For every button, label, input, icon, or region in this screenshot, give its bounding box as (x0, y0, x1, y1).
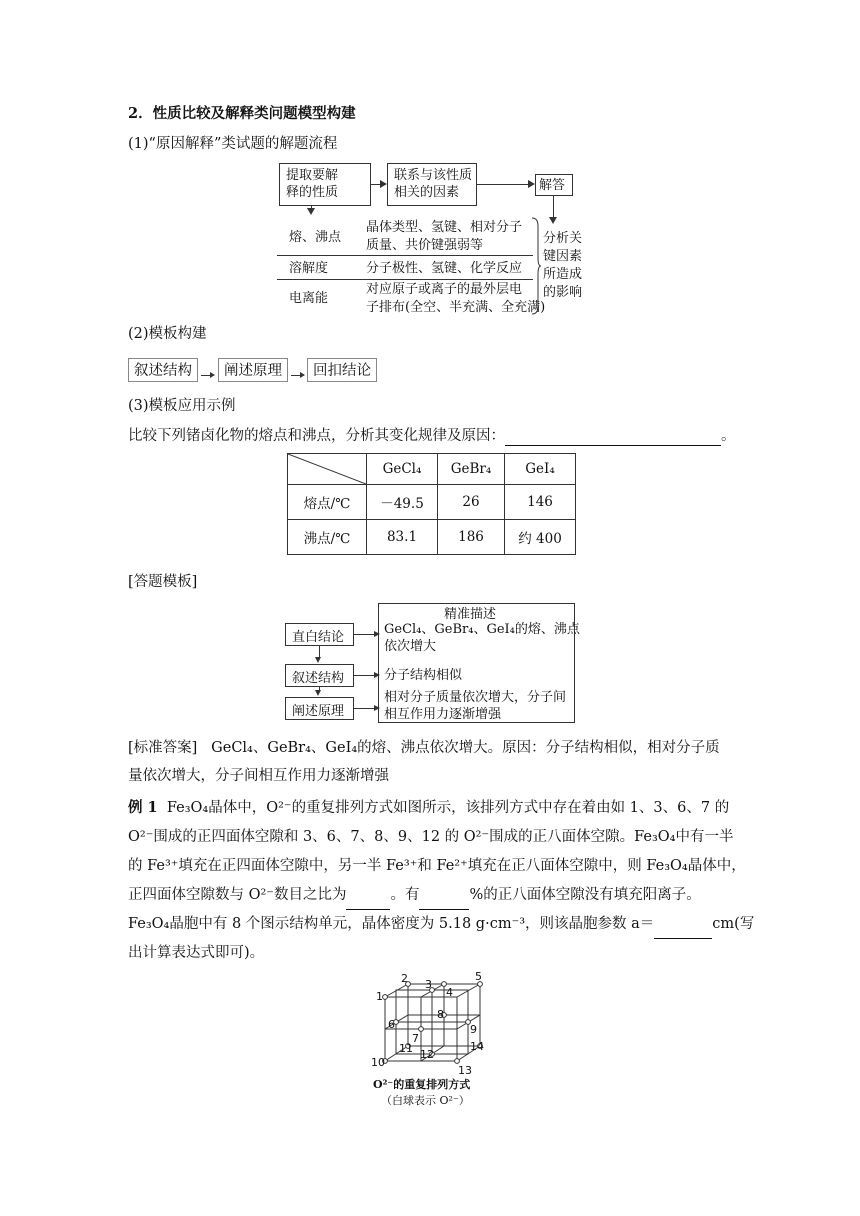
figure-caption-note: （白球表示 O²⁻） (381, 1094, 470, 1107)
table-corner-cell (288, 454, 367, 485)
table-cell: 83.1 (367, 520, 438, 555)
description-line: 相互作用力逐渐增强 (384, 707, 502, 722)
step-label: 叙述结构 (134, 363, 192, 379)
standard-answer (128, 738, 720, 758)
left-label: 阐述原理 (292, 704, 345, 719)
prop-solubility: 溶解度 (289, 261, 329, 276)
subheading-1: (1)“原因解释”类试题的解题流程 (128, 136, 338, 152)
vertex-label: 9 (470, 1023, 477, 1036)
germanium-halide-table (287, 453, 576, 555)
table-cell: 146 (505, 485, 576, 520)
description-line: 相对分子质量依次增大，分子间 (384, 690, 567, 705)
standard-answer-line: 量依次增大，分子间相互作用力逐渐增强 (128, 768, 389, 784)
factor-line: 对应原子或离子的最外层电 (366, 282, 523, 297)
crystal-structure-figure (365, 972, 495, 1112)
example-line: 正四面体空隙数与 O²⁻数目之比为 (128, 887, 347, 903)
relate-box (387, 163, 477, 206)
vertex-label: 11 (399, 1042, 413, 1055)
analysis-line: 的影响 (543, 285, 583, 300)
template-left-2 (285, 664, 354, 687)
template-step-2 (218, 358, 288, 382)
example-line: 出计算表达式即可)。 (128, 945, 265, 961)
analysis-line: 所造成 (543, 267, 583, 282)
vertex-label: 5 (475, 970, 482, 983)
vertex-label: 14 (470, 1040, 484, 1053)
vertex-label: 12 (420, 1048, 434, 1061)
example-label: 例 1 (128, 799, 158, 816)
left-label: 叙述结构 (292, 671, 345, 686)
example-1-paragraph (128, 793, 755, 968)
template-left-1 (285, 623, 354, 646)
table-row (288, 520, 576, 555)
lattice-parameter-blank[interactable] (654, 922, 712, 939)
vertex-label: 4 (446, 986, 453, 999)
analysis-line: 分析关 (543, 231, 583, 246)
table-row (288, 485, 576, 520)
example-line: Fe₃O₄晶体中，O²⁻的重复排列方式如图所示，该排列方式中存在着由如 1、3、6、7 的 (166, 800, 730, 816)
standard-answer-line: GeCl₄、GeBr₄、GeI₄的熔、沸点依次增大。原因：分子结构相似，相对分子质 (211, 740, 720, 756)
analysis-line: 键因素 (543, 249, 583, 264)
factor-line: 质量、共价键强弱等 (366, 238, 484, 253)
vertex-label: 13 (458, 1064, 472, 1077)
description-line: GeCl₄、GeBr₄、GeI₄的熔、沸点 (384, 622, 580, 637)
vertex-label: 10 (371, 1056, 385, 1069)
vertex-label: 3 (425, 978, 432, 991)
step-label: 阐述原理 (224, 363, 282, 379)
standard-answer-label: [标准答案] (128, 740, 198, 756)
template-step-1 (128, 358, 198, 382)
row-label: 熔点/℃ (288, 485, 367, 520)
table-cell: 186 (438, 520, 505, 555)
answer-blank[interactable] (505, 429, 721, 446)
left-label: 直白结论 (292, 630, 345, 645)
example-line: cm(写 (712, 916, 755, 932)
table-cell: 约 400 (505, 520, 576, 555)
prop-ionization-energy: 电离能 (289, 291, 329, 306)
description-line: 分子结构相似 (384, 668, 463, 683)
extract-line-2: 释的性质 (286, 185, 339, 200)
answer-box (535, 174, 573, 196)
percent-blank[interactable] (419, 893, 469, 910)
table-header: GeI₄ (505, 454, 576, 485)
analysis-text (543, 230, 582, 302)
example-line: 。有 (390, 887, 420, 903)
table-header: GeCl₄ (367, 454, 438, 485)
table-cell: －49.5 (367, 485, 438, 520)
precise-description-title: 精准描述 (444, 607, 497, 622)
factor-line: 晶体类型、氢键、相对分子 (366, 220, 523, 235)
figure-caption: O²⁻的重复排列方式 (373, 1078, 471, 1091)
template-left-3 (285, 697, 354, 720)
example-line: O²⁻围成的正四面体空隙和 3、6、7、8、9、12 的 O²⁻围成的正八面体空隙。Fe₃O₄中有一半 (128, 829, 734, 845)
example-question: 比较下列锗卤化物的熔点和沸点，分析其变化规律及原因： 。 (128, 428, 736, 444)
factor-line: 分子极性、氢键、化学反应 (366, 261, 523, 276)
answer-label: 解答 (539, 178, 566, 193)
prop-melting-boiling: 熔、沸点 (289, 230, 342, 245)
description-line: 依次增大 (384, 639, 437, 654)
template-step-3 (307, 358, 377, 382)
factor-line: 子排布(全空、半充满、全充满) (366, 300, 546, 315)
example-line: Fe₃O₄晶胞中有 8 个图示结构单元，晶体密度为 5.18 g·cm⁻³，则该晶胞参数 a＝ (128, 916, 655, 932)
section-heading: 2．性质比较及解释类问题模型构建 (128, 105, 356, 122)
row-label: 沸点/℃ (288, 520, 367, 555)
example-line: 的 Fe³⁺填充在正四面体空隙中，另一半 Fe³⁺和 Fe²⁺填充在正八面体空隙中，则 Fe₃O₄晶体中， (128, 858, 746, 874)
answer-template-title: [答题模板] (128, 574, 198, 590)
example-question-text: 比较下列锗卤化物的熔点和沸点，分析其变化规律及原因： (128, 428, 505, 444)
extract-box (279, 163, 371, 206)
example-line: %的正八面体空隙没有填充阳离子。 (469, 887, 701, 903)
extract-line-1: 提取要解 (286, 168, 339, 183)
vertex-label: 1 (376, 990, 383, 1003)
relate-line-1: 联系与该性质 (394, 168, 473, 183)
table-header: GeBr₄ (438, 454, 505, 485)
table-cell: 26 (438, 485, 505, 520)
ratio-blank[interactable] (346, 893, 390, 910)
vertex-label: 8 (437, 1008, 444, 1021)
vertex-label: 2 (401, 972, 408, 985)
right-brace (530, 216, 542, 316)
subheading-2: (2)模板构建 (128, 326, 207, 342)
vertex-label: 6 (388, 1018, 395, 1031)
subheading-3: (3)模板应用示例 (128, 398, 236, 414)
relate-line-2: 相关的因素 (394, 185, 460, 200)
step-label: 回扣结论 (313, 363, 371, 379)
vertex-label: 7 (412, 1032, 419, 1045)
